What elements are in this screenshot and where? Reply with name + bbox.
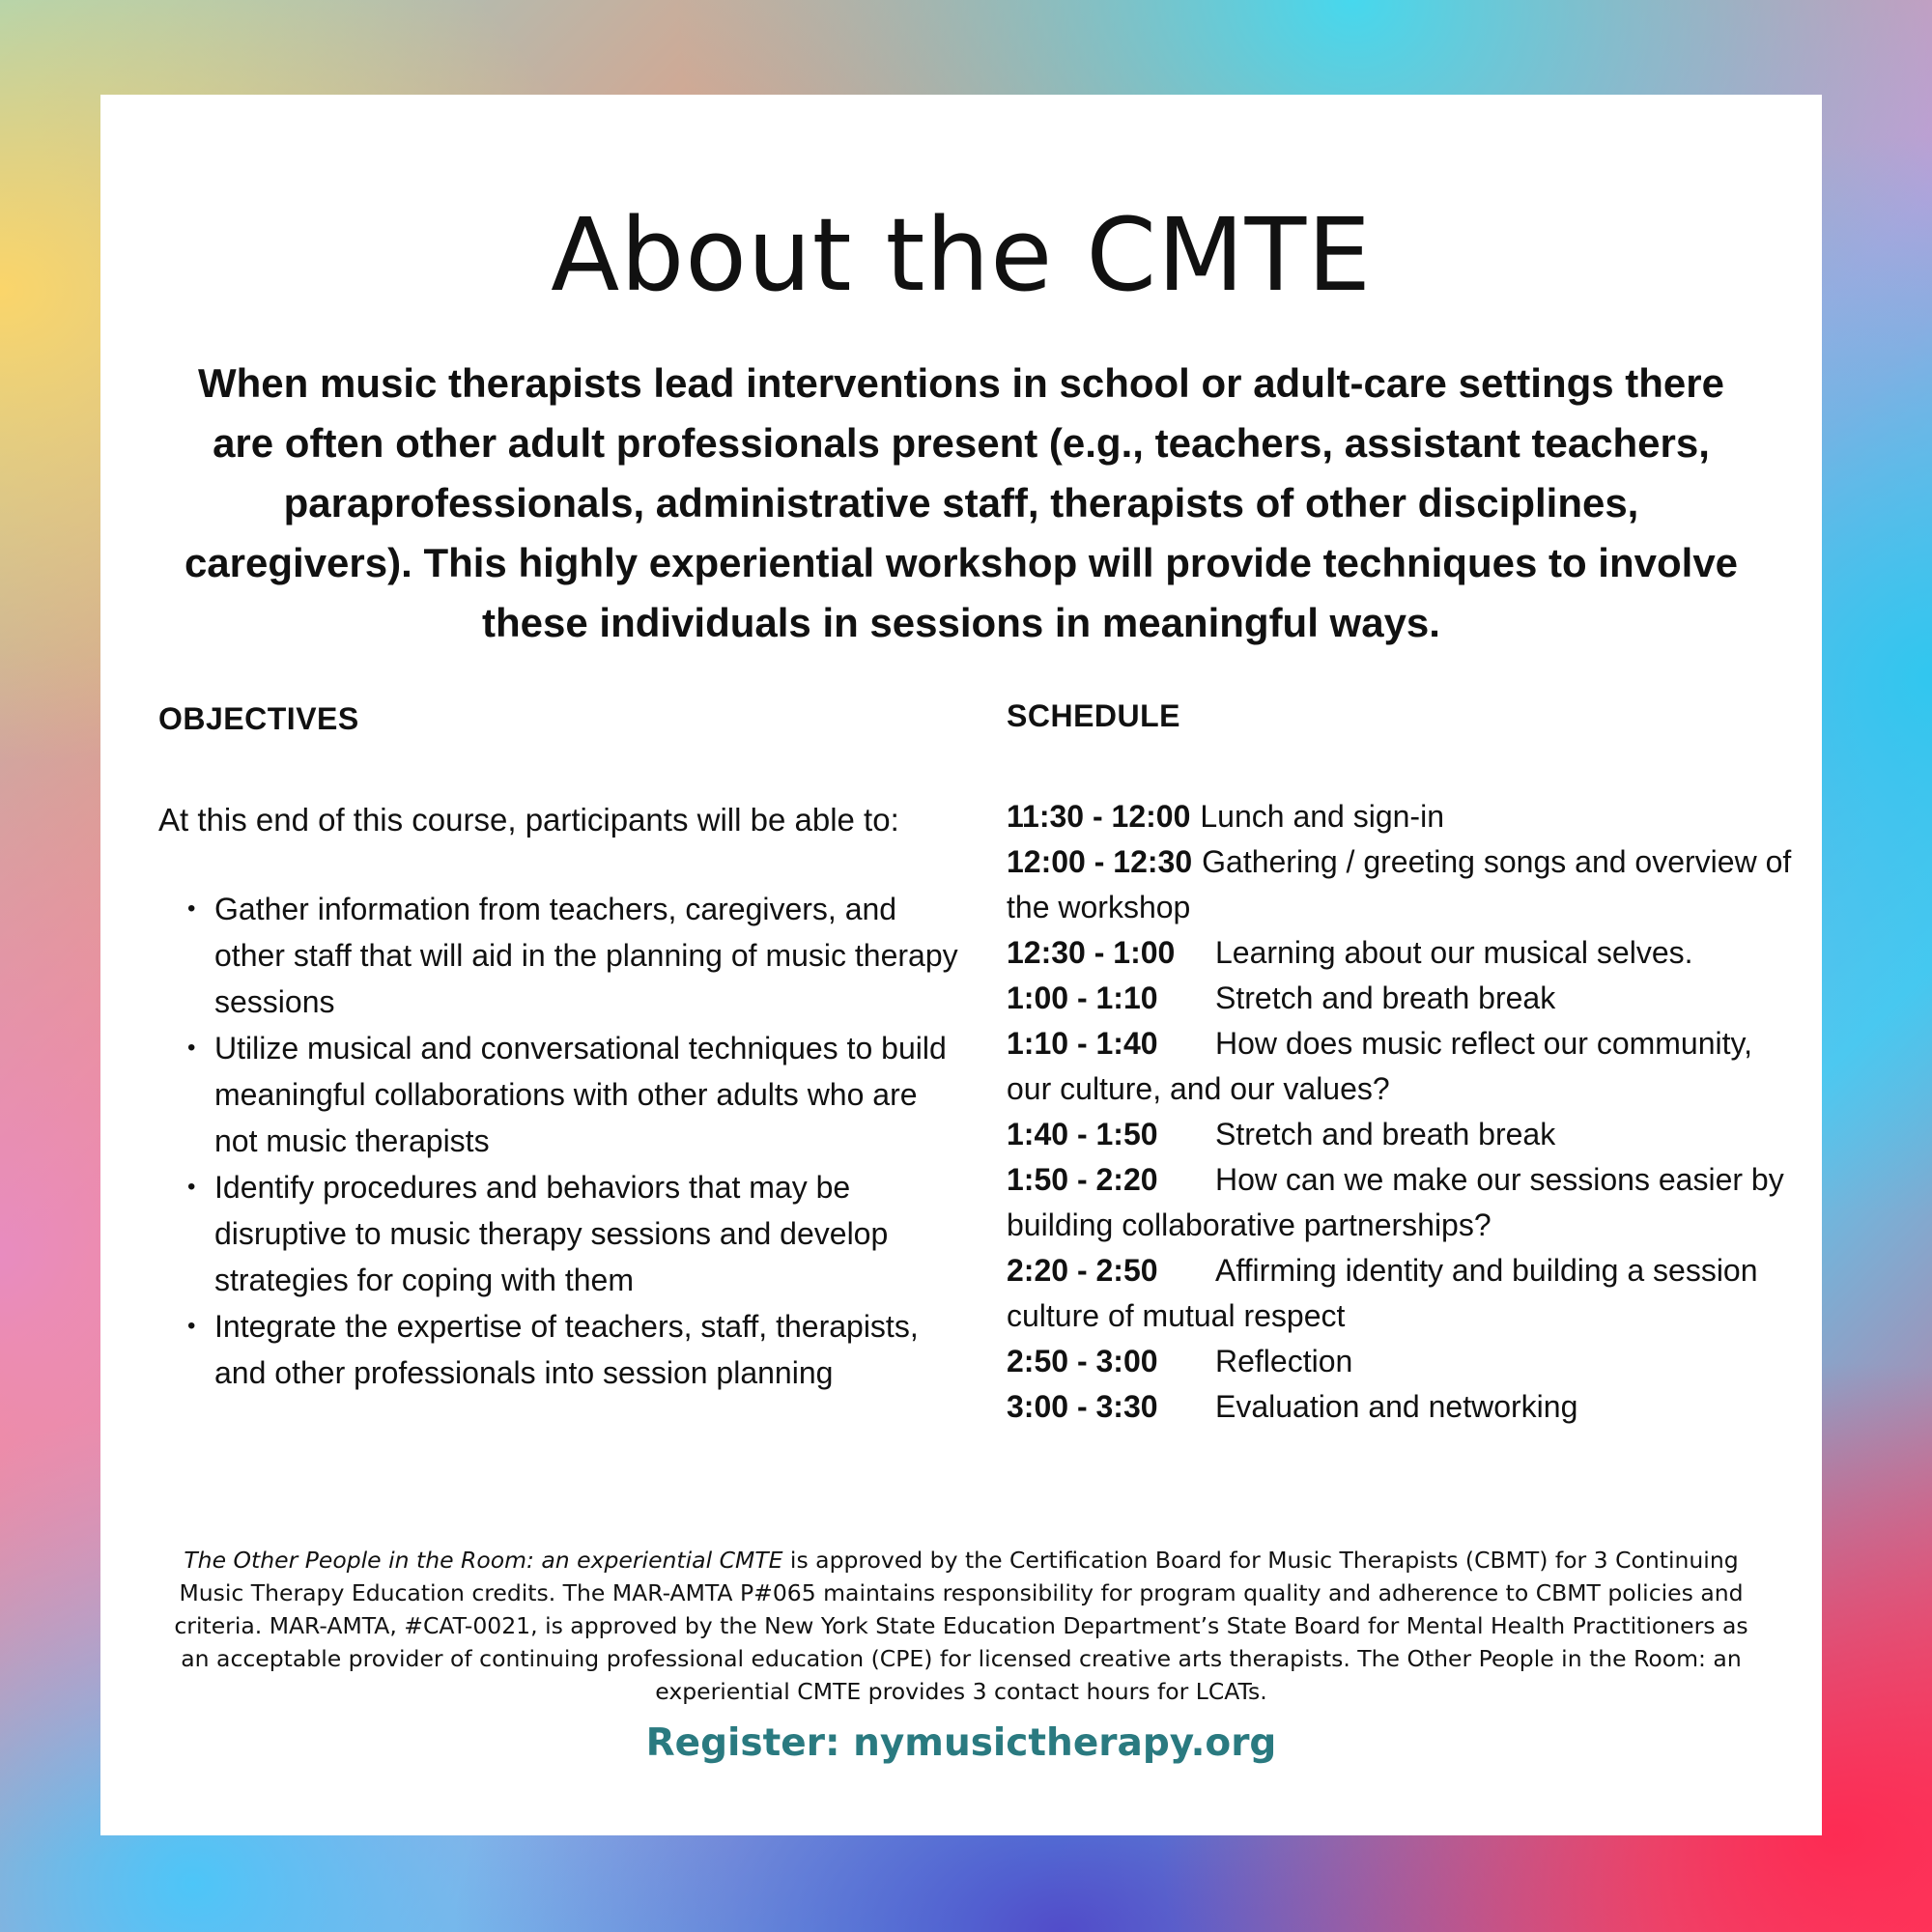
schedule-row bbox=[1007, 1112, 1799, 1157]
bullet-icon: • bbox=[187, 1035, 196, 1061]
schedule-activity: How does music reflect our community, our culture, and our values? bbox=[1007, 1026, 1753, 1106]
schedule-activity: Stretch and breath break bbox=[1215, 1117, 1556, 1151]
schedule-time: 2:50 - 3:00 bbox=[1007, 1344, 1158, 1378]
schedule-activity: Affirming identity and building a session culture of mutual respect bbox=[1007, 1253, 1758, 1333]
content-card bbox=[100, 95, 1822, 1835]
schedule-section bbox=[1007, 698, 1799, 1430]
schedule-row bbox=[1007, 794, 1799, 839]
schedule-time: 2:20 - 2:50 bbox=[1007, 1253, 1158, 1288]
course-title: The Other People in the Room: an experiential CMTE bbox=[184, 1547, 783, 1574]
schedule-time: 11:30 - 12:00 bbox=[1007, 799, 1191, 834]
objectives-heading: OBJECTIVES bbox=[158, 701, 359, 736]
accreditation-note bbox=[158, 1544, 1764, 1708]
schedule-row bbox=[1007, 930, 1799, 976]
schedule-time: 1:00 - 1:10 bbox=[1007, 980, 1158, 1015]
schedule-time: 1:50 - 2:20 bbox=[1007, 1162, 1158, 1197]
schedule-activity: Lunch and sign-in bbox=[1200, 799, 1444, 834]
schedule-row bbox=[1007, 1021, 1799, 1112]
register-link[interactable]: Register: nymusictherapy.org bbox=[645, 1721, 1277, 1765]
objectives-list bbox=[158, 886, 960, 1396]
objectives-section bbox=[158, 701, 960, 1396]
list-item bbox=[187, 886, 960, 1025]
schedule-row bbox=[1007, 976, 1799, 1021]
bullet-icon: • bbox=[187, 1174, 196, 1200]
objective-text: Utilize musical and conversational techniques to build meaningful collaborations with other adults who are not music therapists bbox=[214, 1031, 947, 1158]
intro-paragraph: When music therapists lead interventions in school or adult-care settings there are often other adult professionals present (e.g., teachers, assistant teachers, paraprofessionals, administrative staff, therapists of other disciplines, caregivers). This highly experiential workshop will provide techniques to involve these individuals in sessions in meaningful ways. bbox=[184, 360, 1739, 645]
objective-text: Gather information from teachers, caregivers, and other staff that will aid in the planning of music therapy sessions bbox=[214, 892, 958, 1019]
schedule-heading: SCHEDULE bbox=[1007, 698, 1181, 733]
schedule-row bbox=[1007, 1384, 1799, 1430]
bullet-icon: • bbox=[187, 1313, 196, 1339]
schedule-activity: How can we make our sessions easier by building collaborative partnerships? bbox=[1007, 1162, 1784, 1242]
schedule-list bbox=[1007, 794, 1799, 1430]
objective-text: Identify procedures and behaviors that may be disruptive to music therapy sessions and develop strategies for coping with them bbox=[214, 1170, 889, 1297]
accreditation-text: is approved by the Certification Board for Music Therapists (CBMT) for 3 Continuing Music Therapy Education credits. The MAR-AMTA P#065 maintains responsibility for program quality and adherence to CBMT policies and criteria. MAR-AMTA, #CAT-0021, is approved by the New York State Education Department’s State Board for Mental Health Practitioners as an acceptable provider of continuing professional education (CPE) for licensed creative arts therapists. The Other People in the Room: an experiential CMTE provides 3 contact hours for LCATs. bbox=[174, 1547, 1748, 1705]
schedule-time: 12:00 - 12:30 bbox=[1007, 844, 1193, 879]
schedule-activity: Evaluation and networking bbox=[1215, 1389, 1578, 1424]
schedule-time: 3:00 - 3:30 bbox=[1007, 1389, 1158, 1424]
schedule-row bbox=[1007, 1339, 1799, 1384]
schedule-time: 12:30 - 1:00 bbox=[1007, 935, 1176, 970]
page-title: About the CMTE bbox=[551, 196, 1372, 314]
schedule-row bbox=[1007, 1157, 1799, 1248]
list-item bbox=[187, 1303, 960, 1396]
schedule-time: 1:10 - 1:40 bbox=[1007, 1026, 1158, 1061]
objectives-intro: At this end of this course, participants will be able to: bbox=[158, 802, 899, 838]
schedule-activity: Reflection bbox=[1215, 1344, 1353, 1378]
schedule-time: 1:40 - 1:50 bbox=[1007, 1117, 1158, 1151]
schedule-row bbox=[1007, 839, 1799, 930]
objective-text: Integrate the expertise of teachers, staff, therapists, and other professionals into session planning bbox=[214, 1309, 919, 1390]
schedule-activity: Learning about our musical selves. bbox=[1215, 935, 1693, 970]
list-item bbox=[187, 1164, 960, 1303]
schedule-row bbox=[1007, 1248, 1799, 1339]
schedule-activity: Stretch and breath break bbox=[1215, 980, 1556, 1015]
schedule-activity: Gathering / greeting songs and overview of the workshop bbox=[1007, 844, 1792, 924]
bullet-icon: • bbox=[187, 895, 196, 922]
list-item bbox=[187, 1025, 960, 1164]
